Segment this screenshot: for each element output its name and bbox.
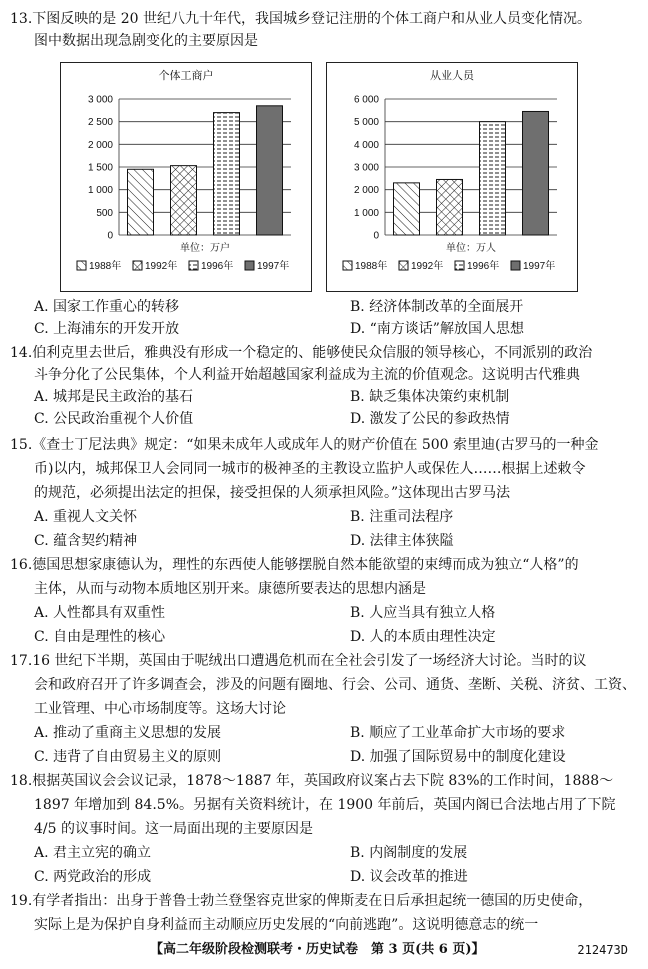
y-tick-label: 1 000 bbox=[353, 207, 379, 219]
legend-swatch bbox=[511, 261, 520, 270]
legend-swatch bbox=[455, 261, 464, 270]
bar-1992年 bbox=[437, 179, 463, 235]
legend-swatch bbox=[133, 261, 142, 270]
q18-stem-line3: 4/5 的议事时间。这一局面出现的主要原因是 bbox=[34, 821, 313, 837]
q19-stem-line2: 实际上是为保护自身利益而主动顺应历史发展的“向前逃跑”。这说明德意志的统一 bbox=[34, 917, 539, 933]
q14-option-a: A. 城邦是民主政治的基石 bbox=[34, 389, 194, 405]
q13-charts bbox=[60, 62, 580, 298]
legend-swatch bbox=[399, 261, 408, 270]
bar-1988年 bbox=[128, 169, 154, 235]
q15-stem-line1: 15.《查士丁尼法典》规定：“如果未成年人或成年人的财产价值在 500 索里迪(古罗马的一种金 bbox=[10, 437, 599, 453]
footer-code: 212473D bbox=[577, 943, 628, 957]
legend-swatch bbox=[77, 261, 86, 270]
bar-1992年 bbox=[171, 166, 197, 235]
chart-title: 个体工商户 bbox=[158, 69, 214, 82]
q13-option-a: A. 国家工作重心的转移 bbox=[34, 299, 180, 315]
q16-stem-line2: 主体，从而与动物本质地区别开来。康德所要表达的思想内涵是 bbox=[34, 581, 426, 597]
q18-option-c: C. 两党政治的形成 bbox=[34, 869, 152, 885]
bar-1988年 bbox=[394, 183, 420, 235]
q15-stem-line3: 的规范，必须提出法定的担保，接受担保的人须承担风险。”这体现出古罗马法 bbox=[34, 485, 511, 501]
legend-label: 1996年 bbox=[467, 261, 500, 272]
q14-stem-line1: 14.伯利克里去世后，雅典没有形成一个稳定的、能够使民众信服的领导核心，不同派别的政治 bbox=[10, 345, 593, 361]
q15-option-d: D. 法律主体狭隘 bbox=[350, 533, 454, 549]
bar-1997年 bbox=[523, 111, 549, 235]
y-tick-label: 4 000 bbox=[353, 139, 379, 151]
q17-option-c: C. 违背了自由贸易主义的原则 bbox=[34, 749, 222, 765]
q19-stem-line1: 19.有学者指出：出身于普鲁士勃兰登堡容克世家的俾斯麦在日后承担起统一德国的历史使命， bbox=[10, 893, 593, 909]
unit-label: 单位：万户 bbox=[180, 243, 230, 254]
q18-stem-line2: 1897 年增加到 84.5%。另据有关资料统计，在 1900 年前后，英国内阁已合法地占用了下院 bbox=[34, 797, 616, 813]
q13-option-d: D. “南方谈话”解放国人思想 bbox=[350, 321, 524, 337]
legend-swatch bbox=[189, 261, 198, 270]
q14-stem-line2: 斗争分化了公民集体，个人利益开始超越国家利益成为主流的价值观念。这说明古代雅典 bbox=[34, 367, 580, 383]
q16-stem-line1: 16.德国思想家康德认为，理性的东西使人能够摆脱自然本能欲望的束缚而成为独立“人格”的 bbox=[10, 557, 579, 573]
legend-swatch bbox=[343, 261, 352, 270]
q13-option-c: C. 上海浦东的开发开放 bbox=[34, 321, 180, 337]
chart-households bbox=[60, 62, 312, 292]
q17-stem-line2: 会和政府召开了许多调查会，涉及的问题有圈地、行会、公司、通货、垄断、关税、济贫、工资、 bbox=[34, 677, 636, 693]
y-tick-label: 2 000 bbox=[353, 185, 379, 197]
q13-option-b: B. 经济体制改革的全面展开 bbox=[350, 299, 524, 315]
y-tick-label: 3 000 bbox=[353, 162, 379, 174]
bar-chart-employees bbox=[327, 63, 577, 291]
bar-chart-households bbox=[61, 63, 311, 291]
footer-title: 【高二年级阶段检测联考・历史试卷 第 3 页(共 6 页)】 bbox=[150, 942, 485, 957]
q15-option-a: A. 重视人文关怀 bbox=[34, 509, 138, 525]
q18-option-b: B. 内阁制度的发展 bbox=[350, 845, 468, 861]
q18-option-a: A. 君主立宪的确立 bbox=[34, 845, 152, 861]
q16-option-b: B. 人应当具有独立人格 bbox=[350, 605, 496, 621]
q13-stem-line1: 13.下图反映的是 20 世纪八九十年代，我国城乡登记注册的个体工商户和从业人员变化情况。 bbox=[10, 11, 591, 27]
legend-label: 1996年 bbox=[201, 261, 234, 272]
y-tick-label: 3 000 bbox=[87, 94, 113, 106]
q15-option-b: B. 注重司法程序 bbox=[350, 509, 454, 525]
chart-employees bbox=[326, 62, 578, 292]
q18-stem-line1: 18.根据英国议会会议记录，1878～1887 年，英国政府议案占去下院 83%的工作时间，1888～ bbox=[10, 773, 614, 789]
q16-option-a: A. 人性都具有双重性 bbox=[34, 605, 166, 621]
legend-label: 1992年 bbox=[411, 261, 444, 272]
y-tick-label: 2 000 bbox=[87, 139, 113, 151]
q14-option-b: B. 缺乏集体决策约束机制 bbox=[350, 389, 510, 405]
legend-label: 1997年 bbox=[257, 261, 290, 272]
bar-1996年 bbox=[214, 113, 240, 235]
unit-label: 单位：万人 bbox=[446, 243, 496, 254]
q13-stem-line2: 图中数据出现急剧变化的主要原因是 bbox=[34, 33, 258, 49]
y-tick-label: 1 000 bbox=[87, 185, 113, 197]
q17-option-b: B. 顺应了工业革命扩大市场的要求 bbox=[350, 725, 566, 741]
chart-title: 从业人员 bbox=[430, 69, 474, 82]
q14-option-d: D. 激发了公民的参政热情 bbox=[350, 411, 510, 427]
q14-option-c: C. 公民政治重视个人价值 bbox=[34, 411, 194, 427]
q15-stem-line2: 币)以内，城邦保卫人会同同一城市的极神圣的主教设立监护人或保佐人……根据上述敕令 bbox=[34, 461, 586, 477]
legend-swatch bbox=[245, 261, 254, 270]
y-tick-label: 500 bbox=[96, 207, 113, 219]
y-tick-label: 2 500 bbox=[87, 117, 113, 129]
q17-option-d: D. 加强了国际贸易中的制度化建设 bbox=[350, 749, 566, 765]
y-tick-label: 0 bbox=[107, 230, 113, 242]
y-tick-label: 0 bbox=[373, 230, 379, 242]
q16-option-d: D. 人的本质由理性决定 bbox=[350, 629, 496, 645]
legend-label: 1988年 bbox=[355, 261, 388, 272]
y-tick-label: 1 500 bbox=[87, 162, 113, 174]
q17-option-a: A. 推动了重商主义思想的发展 bbox=[34, 725, 222, 741]
bar-1996年 bbox=[480, 122, 506, 235]
legend-label: 1988年 bbox=[89, 261, 122, 272]
q16-option-c: C. 自由是理性的核心 bbox=[34, 629, 166, 645]
q18-option-d: D. 议会改革的推进 bbox=[350, 869, 468, 885]
bar-1997年 bbox=[257, 106, 283, 235]
q17-stem-line3: 工业管理、中心市场制度等。这场大讨论 bbox=[34, 701, 286, 717]
q15-option-c: C. 蕴含契约精神 bbox=[34, 533, 138, 549]
y-tick-label: 6 000 bbox=[353, 94, 379, 106]
q17-stem-line1: 17.16 世纪下半期，英国由于呢绒出口遭遇危机而在全社会引发了一场经济大讨论。当时的议 bbox=[10, 653, 587, 669]
legend-label: 1997年 bbox=[523, 261, 556, 272]
legend-label: 1992年 bbox=[145, 261, 178, 272]
y-tick-label: 5 000 bbox=[353, 117, 379, 129]
